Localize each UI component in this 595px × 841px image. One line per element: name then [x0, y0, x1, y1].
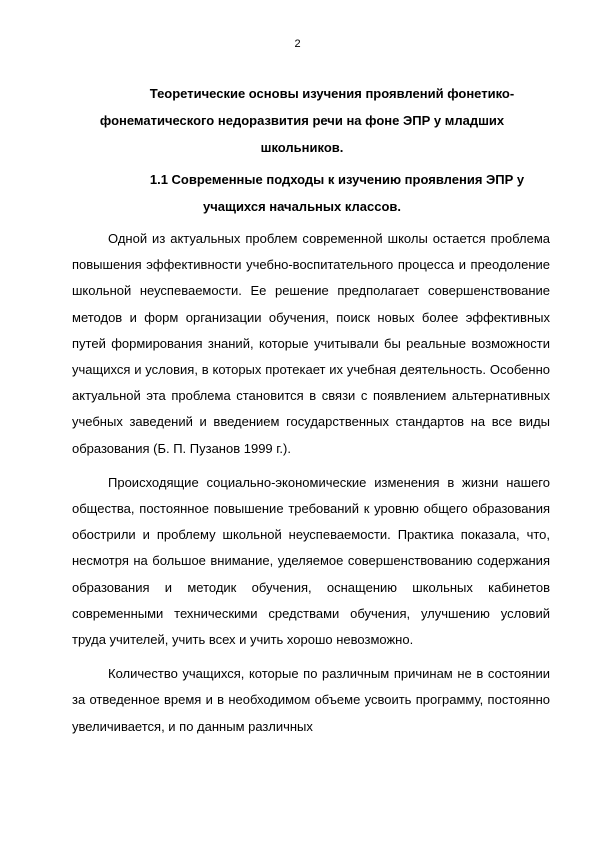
paragraph: Количество учащихся, которые по различным причинам не в состоянии за отведенное время и в необходимом объеме усвоить программу, постоянно увеличивается, и по данным различных: [72, 666, 550, 734]
body-text: [72, 226, 550, 748]
document-title: Теоретические основы изучения проявлений фонетико-фонематического недоразвития речи на фоне ЭПР у младших школьников.: [99, 86, 515, 155]
page-number: 2: [294, 38, 301, 50]
paragraph: Одной из актуальных проблем современной школы остается проблема повышения эффективности учебно-воспитательного процесса и преодоление школьной неуспеваемости. Ее решение предполагает совершенствование методов и форм организации обучения, поиск новых более эффективных путей формирования знаний, которые учитывали бы реальные возможности учащихся и условия, в которых протекает их учебная деятельность. Особенно актуальной эта проблема становится в связи с появлением альтернативных учебных заведений и введением государственных стандартов на все виды образования (Б. П. Пузанов 1999 г.).: [72, 231, 550, 456]
paragraph: Происходящие социально-экономические изменения в жизни нашего общества, постоянное повышение требований к уровню общего образования обострили и проблему школьной неуспеваемости. Практика показала, что, несмотря на большое внимание, уделяемое совершенствованию содержания образования и методик обучения, оснащению школьных кабинетов современными техническими средствами обучения, улучшению условий труда учителей, учить всех и учить хорошо невозможно.: [72, 474, 550, 648]
section-subtitle: 1.1 Современные подходы к изучению проявления ЭПР у учащихся начальных классов.: [149, 172, 525, 214]
